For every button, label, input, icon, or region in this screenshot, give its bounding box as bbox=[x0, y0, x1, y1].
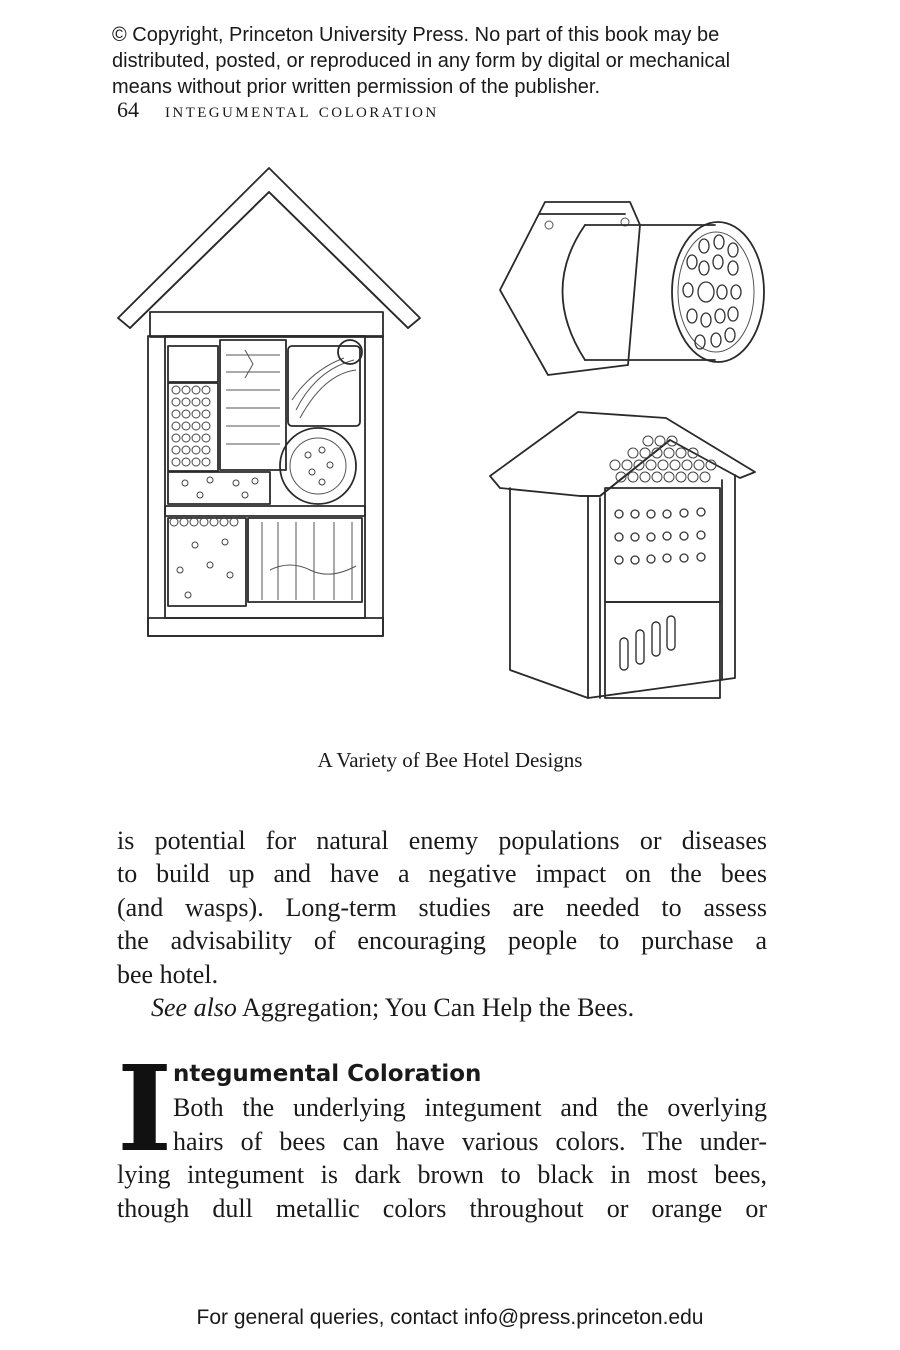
see-also-line bbox=[117, 991, 767, 1024]
copyright-line: © Copyright, Princeton University Press. No part of this book may be bbox=[112, 24, 720, 46]
drop-cap: I bbox=[117, 1039, 173, 1178]
entry-line: hairs of bees can have various colors. The under- bbox=[173, 1126, 767, 1156]
house-bee-hotel-drawing bbox=[490, 412, 755, 698]
running-head-title: integumental coloration bbox=[165, 97, 439, 122]
body-paragraph bbox=[117, 824, 767, 1024]
copyright-line: means without prior written permission of the publisher. bbox=[112, 76, 601, 98]
body-line: bee hotel. bbox=[117, 959, 219, 989]
copyright-notice bbox=[112, 22, 812, 100]
running-head bbox=[117, 96, 439, 124]
entry-line: lying integument is dark brown to black in most bees, bbox=[117, 1160, 767, 1190]
entry-line: Both the underlying integument and the overlying bbox=[173, 1093, 767, 1123]
body-line: (and wasps). Long-term studies are needed to assess bbox=[117, 892, 767, 922]
entry-integumental-coloration bbox=[117, 1039, 767, 1225]
footer-contact: For general queries, contact info@press.princeton.edu bbox=[196, 1306, 704, 1329]
tube-bee-hotel-drawing bbox=[500, 202, 764, 375]
copyright-line: distributed, posted, or reproduced in any form by digital or mechanical bbox=[112, 50, 731, 72]
body-line: is potential for natural enemy populations or diseases bbox=[117, 826, 767, 855]
see-also-text: Aggregation; You Can Help the Bees. bbox=[236, 993, 635, 1023]
body-line: the advisability of encouraging people to purchase a bbox=[117, 926, 767, 956]
tall-bee-hotel-drawing bbox=[118, 168, 420, 636]
page-number: 64 bbox=[117, 97, 139, 122]
see-also-label: See also bbox=[151, 993, 237, 1023]
figure-caption: A Variety of Bee Hotel Designs bbox=[317, 748, 583, 772]
entry-heading: ntegumental Coloration bbox=[173, 1061, 482, 1087]
body-line: to build up and have a negative impact on the bees bbox=[117, 859, 767, 889]
entry-line: though dull metallic colors throughout or orange or bbox=[117, 1193, 767, 1223]
bee-hotel-illustration bbox=[0, 150, 900, 720]
